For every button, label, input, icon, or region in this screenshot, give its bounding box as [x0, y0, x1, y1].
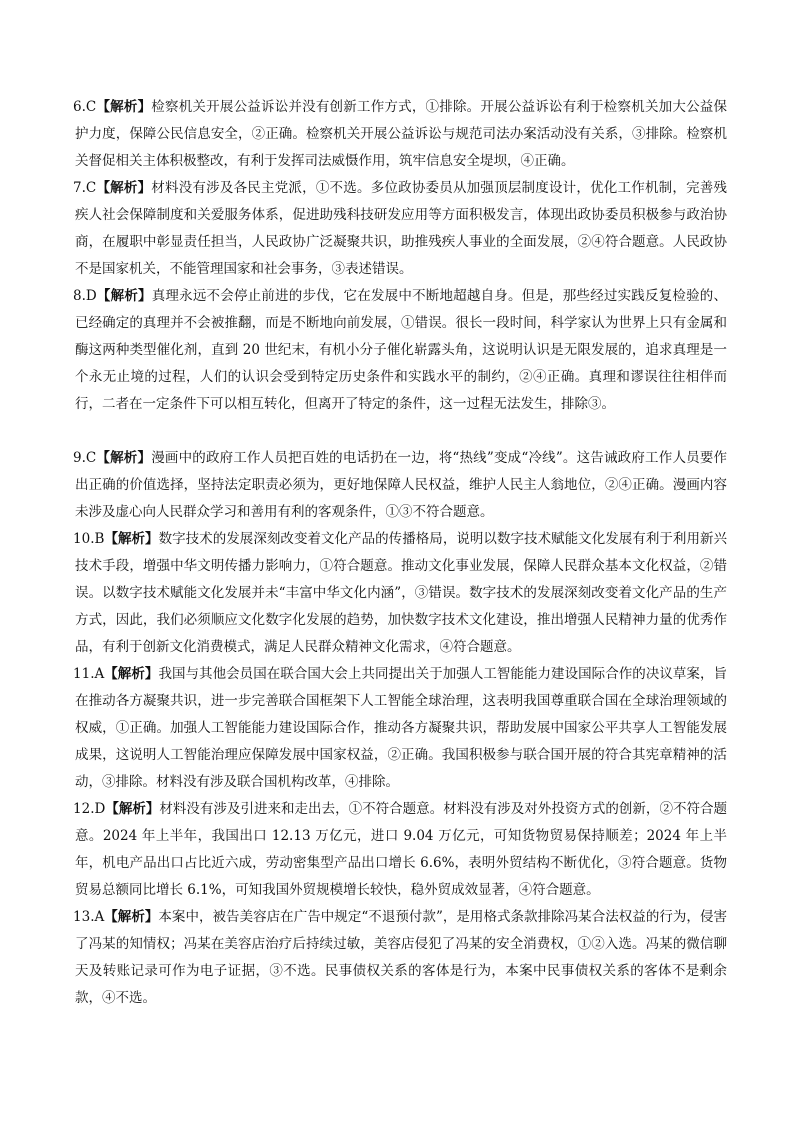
- answer-letter: C: [85, 450, 97, 466]
- explanation-text: 真理永远不会停止前进的步伐，它在发展中不断地超越自身。但是，那些经过实践反复检验的、已经确定的真理并不会被推翻，而是不断地向前发展，①错误。很长一段时间，科学家认为世界上只有金属和酶这两种类型催化剂，直到 20 世纪末，有机小分子催化崭露头角，这说明认识是无限发展的，追求真理是一个永无止境的过程，人们的认识会受到特定历史条件和实践水平的制约，②④正确。真理和谬误往往相伴而行，二者在一定条件下可以相互转化，但离开了特定的条件，这一过程无法发生，排除③。: [75, 288, 728, 412]
- answer-explanation-7: 7.C【解析】材料没有涉及各民主党派，①不选。多位政协委员从加强顶层制度设计，优化工作机制，完善残疾人社会保障制度和关爱服务体系，促进助残科技研发应用等方面积极发言，体现出政协委员积极参与政治协商，在履职中彰显责任担当，人民政协广泛凝聚共识，助推残疾人事业的全面发展，②④符合题意。人民政协不是国家机关，不能管理国家和社会事务，③表述错误。: [73, 180, 727, 277]
- answer-letter: B: [94, 531, 105, 547]
- analysis-tag: 【解析】: [96, 180, 152, 196]
- explanation-text: 材料没有涉及引进来和走出去，①不符合题意。材料没有涉及对外投资方式的创新，②不符合题意。2024 年上半年，我国出口 12.13 万亿元，进口 9.04 万亿元，可知货物贸易保持顺差；2024 年上半年，机电产品出口占比近六成，劳动密集型产品出口增长 6.6%，表明外贸结构不断优化，③符合题意。货物贸易总额同比增长 6.1%，可知我国外贸规模增长较快，稳外贸成效显著，④符合题意。: [75, 801, 728, 898]
- answer-explanation-8: 8.D【解析】真理永远不会停止前进的步伐，它在发展中不断地超越自身。但是，那些经过实践反复检验的、已经确定的真理并不会被推翻，而是不断地向前发展，①错误。很长一段时间，科学家认为世界上只有金属和酶这两种类型催化剂，直到 20 世纪末，有机小分子催化崭露头角，这说明认识是无限发展的，追求真理是一个永无止境的过程，人们的认识会受到特定历史条件和实践水平的制约，②④正确。真理和谬误往往相伴而行，二者在一定条件下可以相互转化，但离开了特定的条件，这一过程无法发生，排除③。: [73, 288, 728, 412]
- analysis-tag: 【解析】: [96, 288, 152, 304]
- question-number: 6: [73, 99, 82, 115]
- explanation-text: 我国与其他会员国在联合国大会上共同提出关于加强人工智能能力建设国际合作的决议草案，旨在推动各方凝聚共识，进一步完善联合国框架下人工智能全球治理，这表明我国尊重联合国在全球治理领域的权威，①正确。加强人工智能能力建设国际合作，推动各方凝聚共识，帮助发展中国家公平共享人工智能发展成果，这说明人工智能治理应保障发展中国家权益，②正确。我国积极参与联合国开展的符合其宪章精神的活动，③排除。材料没有涉及联合国机构改革，④排除。: [75, 666, 728, 790]
- answer-letter: D: [94, 801, 106, 817]
- question-number: 11: [73, 666, 91, 682]
- explanation-text: 检察机关开展公益诉讼并没有创新工作方式，①排除。开展公益诉讼有利于检察机关加大公益保护力度，保障公民信息安全，②正确。检察机关开展公益诉讼与规范司法办案活动没有关系，③排除。检察机关督促相关主体积极整改，有利于发挥司法威慑作用，筑牢信息安全堤坝，④正确。: [75, 99, 727, 169]
- answer-explanation-9: 9.C【解析】漫画中的政府工作人员把百姓的电话扔在一边，将“热线”变成“冷线”。这告诫政府工作人员要作出正确的价值选择，坚持法定职责必须为，更好地保障人民权益，维护人民主人翁地位，②④正确。漫画内容未涉及虚心向人民群众学习和善用有利的客观条件，①③不符合题意。: [73, 450, 728, 520]
- analysis-tag: 【解析】: [105, 801, 160, 817]
- answer-letter: C: [85, 180, 97, 196]
- answer-letter: A: [94, 666, 105, 682]
- explanation-text: 漫画中的政府工作人员把百姓的电话扔在一边，将“热线”变成“冷线”。这告诫政府工作人员要作出正确的价值选择，坚持法定职责必须为，更好地保障人民权益，维护人民主人翁地位，②④正确。漫画内容未涉及虚心向人民群众学习和善用有利的客观条件，①③不符合题意。: [75, 450, 728, 520]
- question-number: 12: [73, 801, 91, 817]
- explanation-text: 本案中，被告美容店在广告中规定“不退预付款”，是用格式条款排除冯某合法权益的行为，侵害了冯某的知情权；冯某在美容店治疗后持续过敏，美容店侵犯了冯某的安全消费权，①②入选。冯某的微信聊天及转账记录可作为电子证据，③不选。民事债权关系的客体是行为，本案中民事债权关系的客体不是剩余款，④不选。: [75, 909, 727, 1006]
- answer-letter: D: [85, 288, 97, 304]
- explanation-text: 材料没有涉及各民主党派，①不选。多位政协委员从加强顶层制度设计，优化工作机制，完善残疾人社会保障制度和关爱服务体系，促进助残科技研发应用等方面积极发言，体现出政协委员积极参与政治协商，在履职中彰显责任担当，人民政协广泛凝聚共识，助推残疾人事业的全面发展，②④符合题意。人民政协不是国家机关，不能管理国家和社会事务，③表述错误。: [75, 180, 727, 277]
- answer-explanation-13: 13.A【解析】本案中，被告美容店在广告中规定“不退预付款”，是用格式条款排除冯某合法权益的行为，侵害了冯某的知情权；冯某在美容店治疗后持续过敏，美容店侵犯了冯某的安全消费权，①②入选。冯某的微信聊天及转账记录可作为电子证据，③不选。民事债权关系的客体是行为，本案中民事债权关系的客体不是剩余款，④不选。: [73, 909, 727, 1006]
- answer-letter: A: [94, 909, 105, 925]
- question-number: 8: [73, 288, 82, 304]
- question-number: 10: [73, 531, 91, 547]
- answer-explanation-11: 11.A【解析】我国与其他会员国在联合国大会上共同提出关于加强人工智能能力建设国际合作的决议草案，旨在推动各方凝聚共识，进一步完善联合国框架下人工智能全球治理，这表明我国尊重联合国在全球治理领域的权威，①正确。加强人工智能能力建设国际合作，推动各方凝聚共识，帮助发展中国家公平共享人工智能发展成果，这说明人工智能治理应保障发展中国家权益，②正确。我国积极参与联合国开展的符合其宪章精神的活动，③排除。材料没有涉及联合国机构改革，④排除。: [73, 666, 728, 790]
- analysis-tag: 【解析】: [104, 666, 159, 682]
- answer-explanation-12: 12.D【解析】材料没有涉及引进来和走出去，①不符合题意。材料没有涉及对外投资方式的创新，②不符合题意。2024 年上半年，我国出口 12.13 万亿元，进口 9.04 万亿元，可知货物贸易保持顺差；2024 年上半年，机电产品出口占比近六成，劳动密集型产品出口增长 6.6%，表明外贸结构不断优化，③符合题意。货物贸易总额同比增长 6.1%，可知我国外贸规模增长较快，稳外贸成效显著，④符合题意。: [73, 801, 728, 898]
- analysis-tag: 【解析】: [104, 909, 159, 925]
- question-number: 13: [73, 909, 91, 925]
- analysis-tag: 【解析】: [104, 531, 159, 547]
- answer-explanation-10: 10.B【解析】数字技术的发展深刻改变着文化产品的传播格局，说明以数字技术赋能文化发展有利于利用新兴技术手段，增强中华文明传播力影响力，①符合题意。推动文化事业发展，保障人民群众基本文化权益，②错误。以数字技术赋能文化发展并未“丰富中华文化内涵”，③错误。数字技术的发展深刻改变着文化产品的生产方式，因此，我们必须顺应文化数字化发展的趋势，加快数字技术文化建设，推出增强人民精神力量的优秀作品，有利于创新文化消费模式，满足人民群众精神文化需求，④符合题意。: [73, 531, 728, 655]
- explanation-text: 数字技术的发展深刻改变着文化产品的传播格局，说明以数字技术赋能文化发展有利于利用新兴技术手段，增强中华文明传播力影响力，①符合题意。推动文化事业发展，保障人民群众基本文化权益，②错误。以数字技术赋能文化发展并未“丰富中华文化内涵”，③错误。数字技术的发展深刻改变着文化产品的生产方式，因此，我们必须顺应文化数字化发展的趋势，加快数字技术文化建设，推出增强人民精神力量的优秀作品，有利于创新文化消费模式，满足人民群众精神文化需求，④符合题意。: [75, 531, 728, 655]
- answer-explanation-6: 6.C【解析】检察机关开展公益诉讼并没有创新工作方式，①排除。开展公益诉讼有利于检察机关加大公益保护力度，保障公民信息安全，②正确。检察机关开展公益诉讼与规范司法办案活动没有关系，③排除。检察机关督促相关主体积极整改，有利于发挥司法威慑作用，筑牢信息安全堤坝，④正确。: [73, 99, 727, 169]
- question-number: 9: [73, 450, 82, 466]
- answer-letter: C: [85, 99, 97, 115]
- analysis-tag: 【解析】: [96, 99, 152, 115]
- question-number: 7: [73, 180, 82, 196]
- analysis-tag: 【解析】: [96, 450, 152, 466]
